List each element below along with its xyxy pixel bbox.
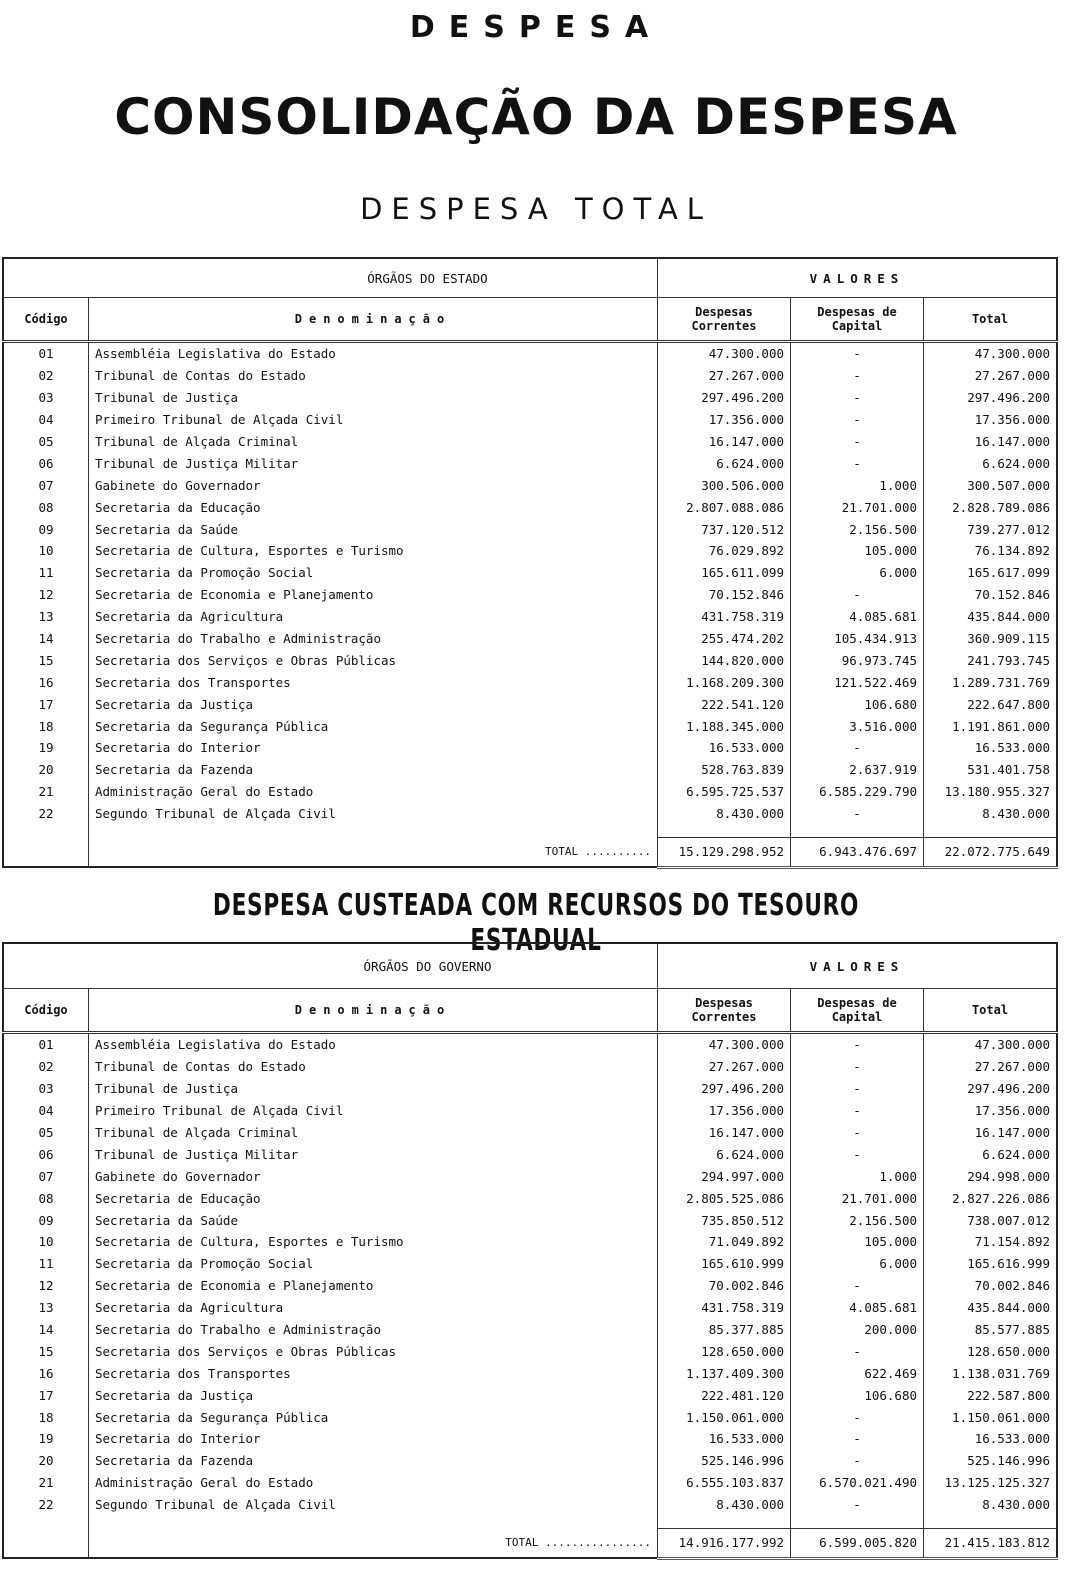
table-row bbox=[3, 1231, 1057, 1253]
despesa-total-table bbox=[2, 257, 1058, 869]
cell-correntes: 165.611.099 bbox=[658, 562, 791, 584]
cell-capital: 105.000 bbox=[791, 1231, 924, 1253]
spacer-row bbox=[3, 1516, 1057, 1529]
cell-correntes: 222.481.120 bbox=[658, 1384, 791, 1406]
cell-denominacao: Tribunal de Justiça Militar bbox=[89, 1143, 658, 1165]
table-row bbox=[3, 1056, 1057, 1078]
cell-correntes: 70.152.846 bbox=[658, 584, 791, 606]
cell-correntes: 27.267.000 bbox=[658, 365, 791, 387]
column-header-denominacao: Denominação bbox=[89, 989, 658, 1033]
cell-codigo: 21 bbox=[3, 1472, 89, 1494]
column-header-codigo: Código bbox=[3, 298, 89, 342]
cell-total: 1.191.861.000 bbox=[952, 718, 1050, 734]
total-row bbox=[3, 1528, 1057, 1558]
cell-denominacao: Administração Geral do Estado bbox=[89, 1472, 658, 1494]
table-row bbox=[3, 1362, 1057, 1384]
cell-total: 6.624.000 bbox=[982, 455, 1050, 471]
cell-codigo: 17 bbox=[3, 1384, 89, 1406]
cell-capital: - bbox=[791, 387, 924, 409]
table-row bbox=[3, 1253, 1057, 1275]
cell-capital: 6.000 bbox=[791, 1253, 924, 1275]
cell-total: 27.267.000 bbox=[974, 1059, 1050, 1075]
cell-total: 76.134.892 bbox=[974, 543, 1050, 559]
cell-denominacao: Segundo Tribunal de Alçada Civil bbox=[89, 1494, 658, 1516]
cell-capital: - bbox=[791, 584, 924, 606]
table-row bbox=[3, 1100, 1057, 1122]
total-correntes: 15.129.298.952 bbox=[658, 837, 791, 867]
cell-denominacao: Secretaria da Segurança Pública bbox=[89, 1406, 658, 1428]
cell-codigo: 07 bbox=[3, 474, 89, 496]
cell-capital: 4.085.681 bbox=[791, 1297, 924, 1319]
cell-correntes: 47.300.000 bbox=[658, 1033, 791, 1056]
cell-correntes: 737.120.512 bbox=[658, 518, 791, 540]
cell-capital: - bbox=[791, 803, 924, 825]
group-header-orgaos: ÓRGÃOS DO ESTADO bbox=[3, 258, 658, 298]
table-row bbox=[3, 431, 1057, 453]
table-row bbox=[3, 387, 1057, 409]
cell-capital: 622.469 bbox=[791, 1362, 924, 1384]
cell-codigo: 19 bbox=[3, 1428, 89, 1450]
cell-codigo: 11 bbox=[3, 1253, 89, 1275]
cell-codigo: 19 bbox=[3, 737, 89, 759]
cell-denominacao: Secretaria da Educação bbox=[89, 496, 658, 518]
cell-codigo: 05 bbox=[3, 1122, 89, 1144]
subtitle: DESPESA TOTAL bbox=[360, 192, 712, 226]
cell-total: 47.300.000 bbox=[974, 1037, 1050, 1053]
table-row bbox=[3, 1494, 1057, 1516]
cell-denominacao: Secretaria do Trabalho e Administração bbox=[89, 628, 658, 650]
table-row bbox=[3, 1340, 1057, 1362]
page-title: CONSOLIDAÇÃO DA DESPESA bbox=[114, 88, 958, 146]
cell-total: 739.277.012 bbox=[967, 521, 1050, 537]
section-heading: DESPESA bbox=[409, 10, 663, 45]
table-row bbox=[3, 1122, 1057, 1144]
cell-capital: - bbox=[791, 1143, 924, 1165]
cell-capital: - bbox=[791, 1275, 924, 1297]
cell-denominacao: Secretaria da Saúde bbox=[89, 1209, 658, 1231]
cell-denominacao: Secretaria da Justiça bbox=[89, 1384, 658, 1406]
cell-correntes: 297.496.200 bbox=[658, 387, 791, 409]
cell-total: 435.844.000 bbox=[967, 609, 1050, 625]
cell-capital: 200.000 bbox=[791, 1319, 924, 1341]
cell-denominacao: Primeiro Tribunal de Alçada Civil bbox=[89, 409, 658, 431]
cell-correntes: 431.758.319 bbox=[658, 606, 791, 628]
cell-codigo: 05 bbox=[3, 431, 89, 453]
cell-total: 165.616.999 bbox=[967, 1256, 1050, 1272]
cell-capital: 106.680 bbox=[791, 693, 924, 715]
cell-capital: - bbox=[791, 431, 924, 453]
cell-denominacao: Tribunal de Contas do Estado bbox=[89, 365, 658, 387]
table-row bbox=[3, 1143, 1057, 1165]
cell-correntes: 16.533.000 bbox=[658, 737, 791, 759]
cell-denominacao: Secretaria dos Transportes bbox=[89, 1362, 658, 1384]
table-body bbox=[3, 1033, 1057, 1559]
group-header-valores: VALORES bbox=[658, 943, 1058, 989]
cell-codigo: 13 bbox=[3, 606, 89, 628]
cell-denominacao: Tribunal de Contas do Estado bbox=[89, 1056, 658, 1078]
cell-correntes: 17.356.000 bbox=[658, 1100, 791, 1122]
cell-capital: - bbox=[791, 1033, 924, 1056]
table-row bbox=[3, 1450, 1057, 1472]
cell-denominacao: Secretaria de Economia e Planejamento bbox=[89, 1275, 658, 1297]
cell-total: 85.577.885 bbox=[974, 1322, 1050, 1338]
cell-total: 13.180.955.327 bbox=[944, 784, 1050, 800]
table-row bbox=[3, 693, 1057, 715]
cell-codigo: 07 bbox=[3, 1165, 89, 1187]
table-row bbox=[3, 803, 1057, 825]
cell-capital: 6.000 bbox=[791, 562, 924, 584]
cell-correntes: 8.430.000 bbox=[658, 1494, 791, 1516]
cell-total: 360.909.115 bbox=[967, 631, 1050, 647]
total-label: TOTAL ................ bbox=[89, 1528, 658, 1558]
table-row bbox=[3, 474, 1057, 496]
cell-correntes: 300.506.000 bbox=[658, 474, 791, 496]
cell-codigo: 10 bbox=[3, 540, 89, 562]
cell-codigo: 22 bbox=[3, 1494, 89, 1516]
cell-codigo: 21 bbox=[3, 781, 89, 803]
cell-denominacao: Secretaria dos Transportes bbox=[89, 671, 658, 693]
cell-correntes: 6.624.000 bbox=[658, 452, 791, 474]
cell-total: 128.650.000 bbox=[967, 1343, 1050, 1359]
cell-denominacao: Secretaria da Agricultura bbox=[89, 1297, 658, 1319]
table-row bbox=[3, 1187, 1057, 1209]
cell-capital: 3.516.000 bbox=[791, 715, 924, 737]
cell-capital: - bbox=[791, 409, 924, 431]
cell-capital: 2.156.500 bbox=[791, 518, 924, 540]
cell-total: 435.844.000 bbox=[967, 1300, 1050, 1316]
column-header-total: Total bbox=[924, 989, 1058, 1033]
cell-capital: 1.000 bbox=[791, 1165, 924, 1187]
cell-codigo: 04 bbox=[3, 409, 89, 431]
cell-correntes: 297.496.200 bbox=[658, 1078, 791, 1100]
cell-capital: 106.680 bbox=[791, 1384, 924, 1406]
cell-capital: 2.637.919 bbox=[791, 759, 924, 781]
cell-capital: 21.701.000 bbox=[791, 496, 924, 518]
table-body bbox=[3, 342, 1057, 868]
cell-correntes: 2.807.088.086 bbox=[658, 496, 791, 518]
cell-codigo: 14 bbox=[3, 1319, 89, 1341]
table-row bbox=[3, 1384, 1057, 1406]
cell-codigo: 22 bbox=[3, 803, 89, 825]
cell-total: 165.617.099 bbox=[967, 565, 1050, 581]
cell-denominacao: Secretaria do Interior bbox=[89, 737, 658, 759]
column-header-codigo: Código bbox=[3, 989, 89, 1033]
cell-total: 241.793.745 bbox=[967, 652, 1050, 668]
total-correntes: 14.916.177.992 bbox=[658, 1528, 791, 1558]
cell-capital: 105.434.913 bbox=[791, 628, 924, 650]
cell-denominacao: Segundo Tribunal de Alçada Civil bbox=[89, 803, 658, 825]
cell-denominacao: Secretaria da Fazenda bbox=[89, 759, 658, 781]
table-row bbox=[3, 671, 1057, 693]
cell-total: 738.007.012 bbox=[967, 1212, 1050, 1228]
cell-total: 13.125.125.327 bbox=[944, 1475, 1050, 1491]
cell-denominacao: Gabinete do Governador bbox=[89, 474, 658, 496]
table-row bbox=[3, 1472, 1057, 1494]
cell-codigo: 16 bbox=[3, 671, 89, 693]
section-title-tesouro: DESPESA CUSTEADA COM RECURSOS DO TESOURO ESTADUAL bbox=[212, 888, 860, 958]
cell-capital: 6.585.229.790 bbox=[791, 781, 924, 803]
cell-capital: - bbox=[791, 1340, 924, 1362]
total-geral: 21.415.183.812 bbox=[924, 1528, 1058, 1558]
cell-capital: - bbox=[791, 1494, 924, 1516]
cell-denominacao: Tribunal de Alçada Criminal bbox=[89, 431, 658, 453]
cell-codigo: 02 bbox=[3, 365, 89, 387]
cell-denominacao: Gabinete do Governador bbox=[89, 1165, 658, 1187]
cell-codigo: 13 bbox=[3, 1297, 89, 1319]
cell-denominacao: Secretaria do Trabalho e Administração bbox=[89, 1319, 658, 1341]
cell-correntes: 1.188.345.000 bbox=[658, 715, 791, 737]
cell-denominacao: Tribunal de Alçada Criminal bbox=[89, 1122, 658, 1144]
cell-denominacao: Secretaria da Promoção Social bbox=[89, 1253, 658, 1275]
table-row bbox=[3, 781, 1057, 803]
cell-correntes: 17.356.000 bbox=[658, 409, 791, 431]
cell-total: 16.147.000 bbox=[974, 1125, 1050, 1140]
cell-codigo: 03 bbox=[3, 387, 89, 409]
cell-correntes: 6.555.103.837 bbox=[658, 1472, 791, 1494]
cell-correntes: 735.850.512 bbox=[658, 1209, 791, 1231]
cell-total: 16.533.000 bbox=[974, 1431, 1050, 1447]
table-row bbox=[3, 1165, 1057, 1187]
group-header-valores: VALORES bbox=[658, 258, 1058, 298]
table-row bbox=[3, 562, 1057, 584]
cell-capital: 121.522.469 bbox=[791, 671, 924, 693]
cell-correntes: 16.147.000 bbox=[658, 1122, 791, 1144]
cell-total: 300.507.000 bbox=[967, 477, 1050, 493]
cell-total: 8.430.000 bbox=[982, 1497, 1050, 1513]
table-row bbox=[3, 1428, 1057, 1450]
cell-total: 6.624.000 bbox=[982, 1146, 1050, 1162]
cell-total: 70.152.846 bbox=[974, 587, 1050, 603]
cell-capital: 96.973.745 bbox=[791, 649, 924, 671]
spacer-row bbox=[3, 825, 1057, 838]
cell-capital: 1.000 bbox=[791, 474, 924, 496]
cell-correntes: 431.758.319 bbox=[658, 1297, 791, 1319]
cell-denominacao: Secretaria dos Serviços e Obras Públicas bbox=[89, 649, 658, 671]
cell-total: 2.828.789.086 bbox=[952, 499, 1050, 515]
cell-correntes: 47.300.000 bbox=[658, 342, 791, 365]
cell-correntes: 8.430.000 bbox=[658, 803, 791, 825]
cell-correntes: 2.805.525.086 bbox=[658, 1187, 791, 1209]
cell-correntes: 222.541.120 bbox=[658, 693, 791, 715]
cell-codigo: 02 bbox=[3, 1056, 89, 1078]
table-row bbox=[3, 759, 1057, 781]
cell-capital: 21.701.000 bbox=[791, 1187, 924, 1209]
cell-capital: - bbox=[791, 1428, 924, 1450]
table-row bbox=[3, 628, 1057, 650]
cell-denominacao: Secretaria de Economia e Planejamento bbox=[89, 584, 658, 606]
cell-codigo: 03 bbox=[3, 1078, 89, 1100]
cell-correntes: 16.147.000 bbox=[658, 431, 791, 453]
cell-codigo: 20 bbox=[3, 759, 89, 781]
cell-total: 70.002.846 bbox=[974, 1278, 1050, 1294]
cell-total: 1.150.061.000 bbox=[952, 1409, 1050, 1425]
cell-codigo: 01 bbox=[3, 342, 89, 365]
cell-correntes: 294.997.000 bbox=[658, 1165, 791, 1187]
cell-total: 71.154.892 bbox=[974, 1234, 1050, 1250]
cell-total: 525.146.996 bbox=[967, 1453, 1050, 1469]
cell-total: 1.138.031.769 bbox=[952, 1365, 1050, 1381]
cell-denominacao: Tribunal de Justiça bbox=[89, 1078, 658, 1100]
total-label: TOTAL .......... bbox=[89, 837, 658, 867]
cell-codigo: 20 bbox=[3, 1450, 89, 1472]
cell-correntes: 70.002.846 bbox=[658, 1275, 791, 1297]
cell-total: 16.533.000 bbox=[974, 740, 1050, 756]
cell-codigo: 09 bbox=[3, 518, 89, 540]
cell-denominacao: Primeiro Tribunal de Alçada Civil bbox=[89, 1100, 658, 1122]
table-row bbox=[3, 737, 1057, 759]
cell-denominacao: Secretaria da Saúde bbox=[89, 518, 658, 540]
cell-correntes: 144.820.000 bbox=[658, 649, 791, 671]
total-capital: 6.599.005.820 bbox=[791, 1528, 924, 1558]
cell-total: 2.827.226.086 bbox=[952, 1190, 1050, 1206]
table-row bbox=[3, 452, 1057, 474]
cell-capital: - bbox=[791, 737, 924, 759]
table-row bbox=[3, 540, 1057, 562]
cell-codigo: 18 bbox=[3, 715, 89, 737]
cell-denominacao: Secretaria de Educação bbox=[89, 1187, 658, 1209]
cell-correntes: 165.610.999 bbox=[658, 1253, 791, 1275]
cell-total: 17.356.000 bbox=[974, 1103, 1050, 1119]
cell-codigo: 16 bbox=[3, 1362, 89, 1384]
cell-capital: 4.085.681 bbox=[791, 606, 924, 628]
cell-codigo: 09 bbox=[3, 1209, 89, 1231]
cell-total: 47.300.000 bbox=[974, 346, 1050, 362]
cell-capital: - bbox=[791, 1100, 924, 1122]
despesa-tesouro-table bbox=[2, 942, 1058, 1560]
cell-denominacao: Secretaria dos Serviços e Obras Públicas bbox=[89, 1340, 658, 1362]
cell-denominacao: Secretaria da Fazenda bbox=[89, 1450, 658, 1472]
cell-denominacao: Secretaria de Cultura, Esportes e Turismo bbox=[89, 540, 658, 562]
table-row bbox=[3, 1078, 1057, 1100]
cell-capital: - bbox=[791, 1056, 924, 1078]
cell-correntes: 76.029.892 bbox=[658, 540, 791, 562]
column-header-correntes: Despesas Correntes bbox=[658, 989, 791, 1033]
cell-capital: - bbox=[791, 1122, 924, 1144]
cell-total: 222.587.800 bbox=[967, 1387, 1050, 1403]
cell-correntes: 255.474.202 bbox=[658, 628, 791, 650]
group-header-orgaos: ÓRGÃOS DO GOVERNO bbox=[3, 943, 658, 989]
cell-correntes: 128.650.000 bbox=[658, 1340, 791, 1362]
cell-codigo: 01 bbox=[3, 1033, 89, 1056]
cell-codigo: 14 bbox=[3, 628, 89, 650]
table-row bbox=[3, 1033, 1057, 1056]
cell-total: 27.267.000 bbox=[974, 368, 1050, 384]
cell-correntes: 27.267.000 bbox=[658, 1056, 791, 1078]
cell-codigo: 17 bbox=[3, 693, 89, 715]
cell-denominacao: Administração Geral do Estado bbox=[89, 781, 658, 803]
cell-denominacao: Secretaria da Agricultura bbox=[89, 606, 658, 628]
cell-denominacao: Secretaria de Cultura, Esportes e Turismo bbox=[89, 1231, 658, 1253]
table-row bbox=[3, 518, 1057, 540]
column-header-capital: Despesas de Capital bbox=[791, 989, 924, 1033]
cell-total: 17.356.000 bbox=[974, 412, 1050, 428]
cell-correntes: 71.049.892 bbox=[658, 1231, 791, 1253]
cell-capital: - bbox=[791, 365, 924, 387]
cell-codigo: 12 bbox=[3, 1275, 89, 1297]
cell-denominacao: Secretaria da Promoção Social bbox=[89, 562, 658, 584]
cell-codigo: 04 bbox=[3, 1100, 89, 1122]
cell-correntes: 1.168.209.300 bbox=[658, 671, 791, 693]
cell-denominacao: Tribunal de Justiça Militar bbox=[89, 452, 658, 474]
cell-capital: 6.570.021.490 bbox=[791, 1472, 924, 1494]
cell-total: 531.401.758 bbox=[967, 762, 1050, 778]
cell-total: 297.496.200 bbox=[967, 1081, 1050, 1097]
cell-capital: - bbox=[791, 342, 924, 365]
cell-codigo: 11 bbox=[3, 562, 89, 584]
cell-correntes: 85.377.885 bbox=[658, 1319, 791, 1341]
cell-capital: - bbox=[791, 1450, 924, 1472]
cell-correntes: 1.137.409.300 bbox=[658, 1362, 791, 1384]
table-row bbox=[3, 606, 1057, 628]
cell-total: 8.430.000 bbox=[982, 806, 1050, 822]
table-row bbox=[3, 496, 1057, 518]
cell-codigo: 15 bbox=[3, 1340, 89, 1362]
cell-total: 16.147.000 bbox=[974, 434, 1050, 449]
cell-capital: 2.156.500 bbox=[791, 1209, 924, 1231]
cell-denominacao: Tribunal de Justiça bbox=[89, 387, 658, 409]
table-row bbox=[3, 1209, 1057, 1231]
cell-correntes: 6.624.000 bbox=[658, 1143, 791, 1165]
cell-correntes: 1.150.061.000 bbox=[658, 1406, 791, 1428]
table-row bbox=[3, 342, 1057, 365]
cell-denominacao: Secretaria da Segurança Pública bbox=[89, 715, 658, 737]
column-header-denominacao: Denominação bbox=[89, 298, 658, 342]
cell-codigo: 18 bbox=[3, 1406, 89, 1428]
table-row bbox=[3, 649, 1057, 671]
cell-capital: - bbox=[791, 1078, 924, 1100]
cell-denominacao: Assembléia Legislativa do Estado bbox=[89, 342, 658, 365]
cell-total: 1.289.731.769 bbox=[952, 674, 1050, 690]
cell-total: 222.647.800 bbox=[967, 696, 1050, 712]
cell-denominacao: Secretaria da Justiça bbox=[89, 693, 658, 715]
cell-codigo: 15 bbox=[3, 649, 89, 671]
cell-codigo: 12 bbox=[3, 584, 89, 606]
column-header-total: Total bbox=[924, 298, 1058, 342]
cell-capital: 105.000 bbox=[791, 540, 924, 562]
column-header-capital: Despesas de Capital bbox=[791, 298, 924, 342]
cell-correntes: 528.763.839 bbox=[658, 759, 791, 781]
cell-codigo: 08 bbox=[3, 1187, 89, 1209]
table-row bbox=[3, 409, 1057, 431]
cell-correntes: 16.533.000 bbox=[658, 1428, 791, 1450]
cell-total: 297.496.200 bbox=[967, 390, 1050, 406]
cell-denominacao: Secretaria do Interior bbox=[89, 1428, 658, 1450]
table-row bbox=[3, 1297, 1057, 1319]
table-row bbox=[3, 584, 1057, 606]
cell-correntes: 6.595.725.537 bbox=[658, 781, 791, 803]
cell-codigo: 08 bbox=[3, 496, 89, 518]
total-row bbox=[3, 837, 1057, 867]
cell-capital: - bbox=[791, 1406, 924, 1428]
table-row bbox=[3, 715, 1057, 737]
cell-denominacao: Assembléia Legislativa do Estado bbox=[89, 1033, 658, 1056]
column-header-correntes: Despesas Correntes bbox=[658, 298, 791, 342]
total-capital: 6.943.476.697 bbox=[791, 837, 924, 867]
cell-codigo: 10 bbox=[3, 1231, 89, 1253]
table-row bbox=[3, 1319, 1057, 1341]
table-row bbox=[3, 365, 1057, 387]
cell-correntes: 525.146.996 bbox=[658, 1450, 791, 1472]
cell-total: 294.998.000 bbox=[967, 1168, 1050, 1184]
table-row bbox=[3, 1275, 1057, 1297]
total-geral: 22.072.775.649 bbox=[924, 837, 1058, 867]
table-row bbox=[3, 1406, 1057, 1428]
cell-codigo: 06 bbox=[3, 452, 89, 474]
cell-capital: - bbox=[791, 452, 924, 474]
cell-codigo: 06 bbox=[3, 1143, 89, 1165]
